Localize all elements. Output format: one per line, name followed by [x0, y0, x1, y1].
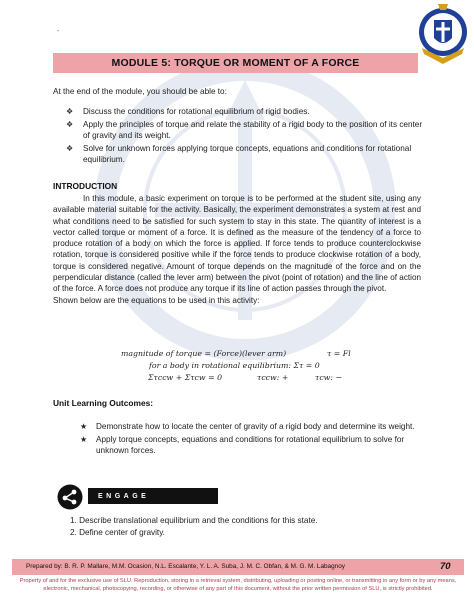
star-bullet-icon: ★ [80, 422, 88, 431]
list-item [63, 119, 423, 141]
star-bullet-icon: ★ [80, 435, 88, 444]
equation-torque-definition: magnitude of torque = (Force)(lever arm) [121, 349, 287, 358]
list-item [80, 434, 425, 456]
introduction-paragraph: In this module, a basic experiment on torque is to be performed at the student site, using any available material suitable for the activity. Basically, the experiment demonstrates a system at rest and what conditions need to be satisfied for such system to stay in this state. The quantity of interest is a vector called torque or moment of a force. It is defined as the measure of the tendency of a force to produce rotation of a body on which the force is applied. If force tends to produce counterclockwise rotation, torque is considered positive while if the force tends to produce clockwise rotation of a body, torque is considered negative. Amount of torque depends on the magnitude of the force and on the perpendicular distance (called the lever arm) between the pivot (point of rotation) and the line of action of the force. A force does not produce any torque if its line of action passes through the pivot. [53, 194, 421, 294]
footer-prepared-by: Prepared by: B. R. P. Mallare, M.M. Ocasion, N.L. Escalante, Y. L. A. Suba, J. M. C. Obfan, & M. G. M. Labagnoy [26, 563, 345, 570]
diamond-bullet-icon: ❖ [66, 107, 74, 116]
engage-list [70, 515, 410, 539]
list-item: 1. Describe translational equilibrium and the conditions for this state. [70, 516, 318, 525]
introduction-heading: INTRODUCTION [53, 181, 118, 191]
list-item [63, 106, 423, 117]
ulo-text: Apply torque concepts, equations and conditions for rotational equilibrium to solve for unknown forces. [96, 435, 405, 455]
university-crest-icon [414, 2, 472, 68]
engage-label: ENGAGE [88, 488, 218, 504]
diamond-bullet-icon: ❖ [66, 144, 74, 153]
top-mark: - [57, 28, 60, 35]
ulo-heading: Unit Learning Outcomes: [53, 398, 154, 408]
equation-equilibrium: for a body in rotational equilibrium: Στ = 0 [149, 361, 320, 370]
equation-cw-sign: τcw: − [315, 373, 342, 382]
equation-ccw-sign: τccw: + [257, 373, 289, 382]
equations-lead: Shown below are the equations to be used in this activity: [53, 295, 260, 305]
module-title: MODULE 5: TORQUE OR MOMENT OF A FORCE [111, 57, 360, 69]
introduction-body [53, 193, 421, 306]
equation-sum-torques: Στccw + Στcw = 0 [148, 373, 223, 382]
engage-network-icon [57, 484, 83, 510]
ulo-text: Demonstrate how to locate the center of gravity of a rigid body and determine its weight. [96, 422, 415, 431]
equation-torque-formula: τ = Fl [327, 349, 351, 358]
list-item [63, 143, 423, 165]
diamond-bullet-icon: ❖ [66, 120, 74, 129]
ulo-list [80, 421, 425, 458]
list-item: 2. Define center of gravity. [70, 528, 165, 537]
objective-text: Apply the principles of torque and relate the stability of a rigid body to the position of its center of gravity and its weight. [83, 120, 423, 140]
list-item [80, 421, 425, 432]
objectives-list [63, 106, 423, 167]
module-title-banner [53, 53, 418, 73]
objective-text: Solve for unknown forces applying torque concepts, equations and conditions for rotational equilibrium. [83, 144, 412, 164]
page-number: 70 [440, 561, 451, 572]
objectives-lead: At the end of the module, you should be able to: [53, 87, 227, 96]
copyright-disclaimer: Property of and for the exclusive use of SLU. Reproduction, storing in a retrieval system, distributing, uploading or posting online, or transmitting in any form or by any means, electronic, mechanical, photocopying, recording, or otherwise of any part of this document, without the prior written permission of SLU, is strictly prohibited. [19, 578, 457, 592]
objective-text: Discuss the conditions for rotational equilibrium of rigid bodies. [83, 107, 310, 116]
